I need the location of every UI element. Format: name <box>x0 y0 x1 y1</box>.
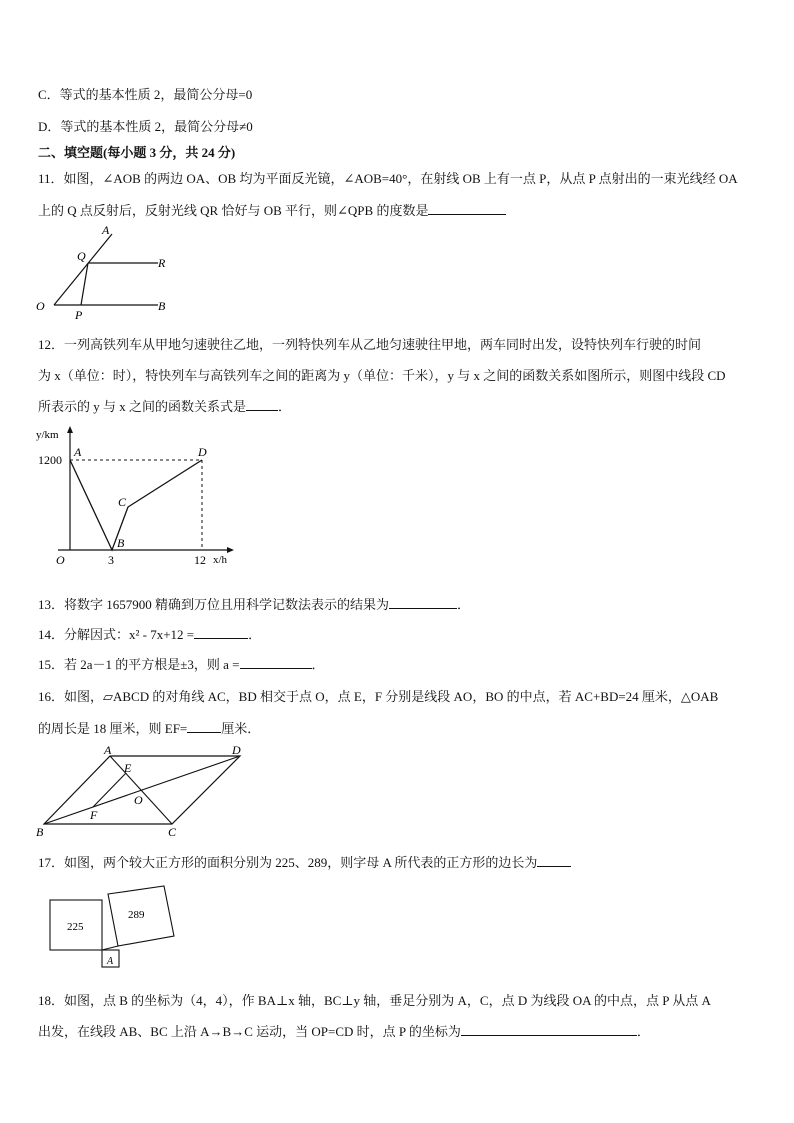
tick-12: 12 <box>194 553 206 567</box>
label-o: O <box>134 793 143 807</box>
q18-line2 <box>38 1021 650 1040</box>
label-a: A <box>107 956 114 967</box>
label-d: D <box>198 445 207 459</box>
label-a: A <box>74 445 82 459</box>
x-axis-arrow <box>227 547 234 553</box>
label-q: Q <box>77 249 86 263</box>
q12-line2: 为 x（单位：时），特快列车与高铁列车之间的距离为 y（单位：千米），y 与 x 之间的函数关系如图所示，则图中线段 CD <box>38 368 726 383</box>
diagonal-bd <box>44 756 240 824</box>
label-o: O <box>56 553 65 567</box>
triangle-edge <box>102 946 118 950</box>
y-axis-label: y/km <box>36 429 59 441</box>
q15-period: ． <box>311 657 325 672</box>
label-225: 225 <box>67 921 84 933</box>
figure-16 <box>32 744 252 840</box>
q15-answer-blank[interactable] <box>240 655 312 669</box>
q11-text: 上的 Q 点反射后，反射光线 QR 恰好与 OB 平行，则∠QPB 的度数是 <box>38 203 429 218</box>
q17 <box>38 852 571 871</box>
label-b: B <box>158 299 166 313</box>
label-a: A <box>102 223 110 237</box>
label-b: B <box>36 825 44 839</box>
label-c: C <box>168 825 177 839</box>
section-heading: 二、填空题(每小题 3 分，共 24 分) <box>38 145 236 160</box>
q16-line2 <box>38 718 260 737</box>
x-axis-label: x/h <box>213 554 228 566</box>
q13-period: ． <box>457 597 471 612</box>
label-b: B <box>117 536 125 550</box>
q18-period: ． <box>636 1024 650 1039</box>
q13 <box>38 594 470 613</box>
tick-3: 3 <box>108 553 114 567</box>
q14-period: ． <box>248 627 262 642</box>
tick-1200: 1200 <box>38 453 62 467</box>
q18-line1: 18．如图，点 B 的坐标为（4，4），作 BA⊥x 轴，BC⊥y 轴，垂足分别为 A，C，点 D 为线段 OA 的中点，点 P 从点 A <box>38 993 711 1008</box>
option-d: D．等式的基本性质 2，最简公分母≠0 <box>38 119 253 134</box>
figure-11 <box>30 222 180 322</box>
q11-line2 <box>38 200 506 219</box>
q12-line3 <box>38 396 291 415</box>
q14-answer-blank[interactable] <box>194 625 248 639</box>
q16-text-pre: 的周长是 18 厘米，则 EF= <box>38 721 188 736</box>
label-d: D <box>232 744 241 757</box>
q11-answer-blank[interactable] <box>428 201 506 215</box>
q11-line1: 11．如图，∠AOB 的两边 OA、OB 均为平面反光镜，∠AOB=40°，在射线 OB 上有一点 P，从点 P 点射出的一束光线经 OA <box>38 171 738 186</box>
label-e: E <box>124 761 132 775</box>
q12-line1: 12．一列高铁列车从甲地匀速驶往乙地，一列特快列车从乙地匀速驶往甲地，两车同时出发，设特快列车行驶的时间 <box>38 337 702 352</box>
label-c: C <box>118 495 127 509</box>
q13-text: 13．将数字 1657900 精确到万位且用科学记数法表示的结果为 <box>38 597 390 612</box>
segment-pq <box>81 263 88 305</box>
q12-answer-blank[interactable] <box>246 397 278 411</box>
q17-answer-blank[interactable] <box>537 853 571 867</box>
q15-text: 15．若 2a－1 的平方根是±3，则 a = <box>38 657 240 672</box>
label-a: A <box>104 744 112 757</box>
y-axis-arrow <box>67 426 73 433</box>
q18-text: 出发，在线段 AB、BC 上沿 A→B→C 运动，当 OP=CD 时，点 P 的坐标为 <box>38 1024 461 1039</box>
label-f: F <box>90 808 98 822</box>
q16-text-post: 厘米． <box>221 721 261 736</box>
label-o: O <box>36 299 45 313</box>
label-289: 289 <box>128 909 145 921</box>
q16-line1: 16．如图，▱ABCD 的对角线 AC，BD 相交于点 O，点 E，F 分别是线段 AO，BO 的中点，若 AC+BD=24 厘米，△OAB <box>38 689 719 704</box>
label-p: P <box>75 308 83 322</box>
q14 <box>38 624 261 643</box>
graph-abcd <box>70 460 202 550</box>
q13-answer-blank[interactable] <box>389 595 457 609</box>
q15 <box>38 654 325 673</box>
q12-text: 所表示的 y 与 x 之间的函数关系式是 <box>38 399 247 414</box>
q12-period: ． <box>278 399 292 414</box>
segment-ef <box>93 773 126 807</box>
option-c: C．等式的基本性质 2，最简公分母=0 <box>38 87 253 102</box>
figure-17 <box>44 884 184 974</box>
q18-answer-blank[interactable] <box>461 1022 637 1036</box>
q17-text: 17．如图，两个较大正方形的面积分别为 225、289，则字母 A 所代表的正方形的边长为 <box>38 855 538 870</box>
q16-answer-blank[interactable] <box>187 719 221 733</box>
q14-text: 14．分解因式：x² - 7x+12 = <box>38 627 195 642</box>
label-r: R <box>158 256 166 270</box>
figure-12 <box>32 424 242 572</box>
